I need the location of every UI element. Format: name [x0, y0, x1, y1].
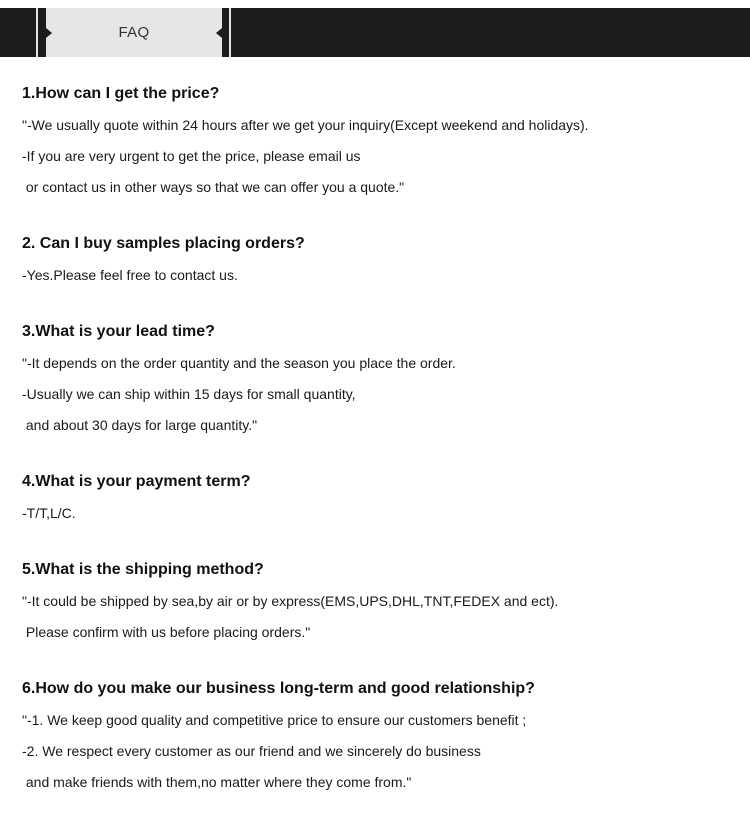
faq-question: 6.How do you make our business long-term and good relationship? — [22, 680, 535, 697]
faq-answer-line: -T/T,L/C. — [22, 505, 76, 521]
faq-answer-line: "-1. We keep good quality and competitive price to ensure our customers benefit ; — [22, 712, 527, 728]
faq-item — [22, 321, 732, 441]
faq-list — [22, 83, 732, 798]
faq-answer-line: -If you are very urgent to get the price, please email us — [22, 148, 361, 164]
faq-answer — [22, 110, 732, 203]
faq-answer-line: and about 30 days for large quantity." — [22, 417, 258, 433]
faq-answer — [22, 348, 732, 441]
tab-divider-right — [229, 8, 231, 57]
faq-answer-line: "-It depends on the order quantity and the season you place the order. — [22, 355, 456, 371]
faq-question: 5.What is the shipping method? — [22, 561, 264, 578]
faq-question: 3.What is your lead time? — [22, 323, 215, 340]
tab-divider-left — [36, 8, 38, 57]
faq-tab — [46, 8, 222, 57]
faq-answer-line: Please confirm with us before placing orders." — [22, 624, 311, 640]
faq-item — [22, 559, 732, 648]
faq-header-bar — [0, 8, 750, 57]
tab-arrow-right-icon — [46, 28, 52, 38]
faq-answer — [22, 260, 732, 291]
faq-answer — [22, 498, 732, 529]
faq-question: 1.How can I get the price? — [22, 85, 220, 102]
tab-arrow-left-icon — [216, 28, 222, 38]
faq-answer — [22, 705, 732, 798]
faq-item — [22, 233, 732, 291]
faq-tab-label: FAQ — [118, 24, 150, 41]
faq-answer-line: -Usually we can ship within 15 days for small quantity, — [22, 386, 356, 402]
faq-answer-line: or contact us in other ways so that we can offer you a quote." — [22, 179, 405, 195]
faq-question: 4.What is your payment term? — [22, 473, 251, 490]
faq-item — [22, 678, 732, 798]
faq-answer-line: -Yes.Please feel free to contact us. — [22, 267, 238, 283]
faq-answer-line: and make friends with them,no matter where they come from." — [22, 774, 412, 790]
faq-question: 2. Can I buy samples placing orders? — [22, 235, 305, 252]
faq-answer — [22, 586, 732, 648]
faq-answer-line: "-It could be shipped by sea,by air or by express(EMS,UPS,DHL,TNT,FEDEX and ect). — [22, 593, 559, 609]
faq-answer-line: "-We usually quote within 24 hours after we get your inquiry(Except weekend and holidays). — [22, 117, 589, 133]
faq-answer-line: -2. We respect every customer as our friend and we sincerely do business — [22, 743, 481, 759]
faq-item — [22, 471, 732, 529]
faq-item — [22, 83, 732, 203]
